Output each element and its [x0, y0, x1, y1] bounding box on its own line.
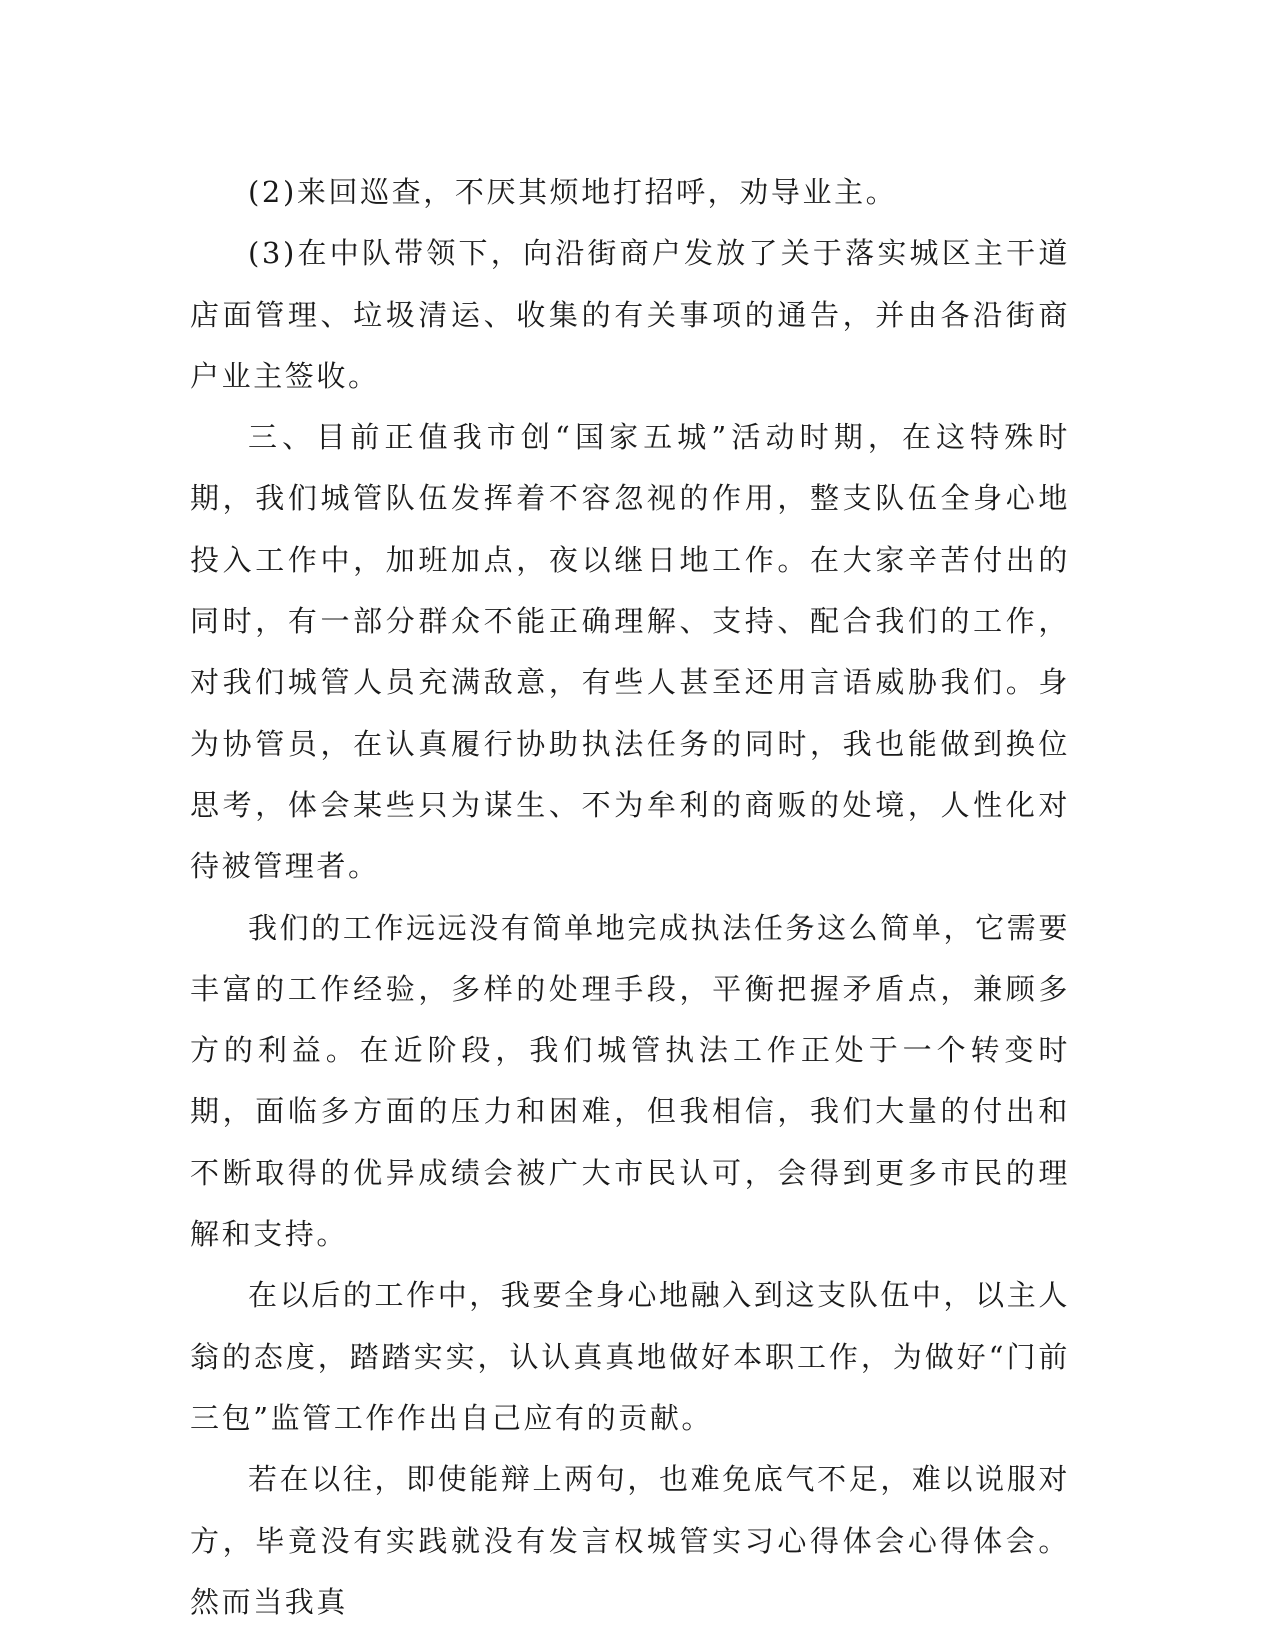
paragraph-5: 在以后的工作中，我要全身心地融入到这支队伍中，以主人翁的态度，踏踏实实，认认真真地做好本职工作，为做好“门前三包”监管工作作出自己应有的贡献。	[190, 1278, 1070, 1435]
paragraph-6: 若在以往，即使能辩上两句，也难免底气不足，难以说服对方，毕竟没有实践就没有发言权城管实习心得体会心得体会。然而当我真	[190, 1462, 1070, 1619]
paragraph-3: 三、目前正值我市创“国家五城”活动时期，在这特殊时期，我们城管队伍发挥着不容忽视的作用，整支队伍全身心地投入工作中，加班加点，夜以继日地工作。在大家辛苦付出的同时，有一部分群众不能正确理解、支持、配合我们的工作，对我们城管人员充满敌意，有些人甚至还用言语威胁我们。身为协管员，在认真履行协助执法任务的同时，我也能做到换位思考，体会某些只为谋生、不为牟利的商贩的处境，人性化对待被管理者。	[190, 420, 1070, 884]
paragraph-1: (2)来回巡查，不厌其烦地打招呼，劝导业主。	[248, 175, 898, 209]
document-body	[190, 162, 1070, 1633]
paragraph-2: (3)在中队带领下，向沿街商户发放了关于落实城区主干道店面管理、垃圾清运、收集的有关事项的通告，并由各沿街商户业主签收。	[190, 236, 1070, 393]
paragraph-4: 我们的工作远远没有简单地完成执法任务这么简单，它需要丰富的工作经验，多样的处理手段，平衡把握矛盾点，兼顾多方的利益。在近阶段，我们城管执法工作正处于一个转变时期，面临多方面的压力和困难，但我相信，我们大量的付出和不断取得的优异成绩会被广大市民认可，会得到更多市民的理解和支持。	[190, 910, 1070, 1252]
